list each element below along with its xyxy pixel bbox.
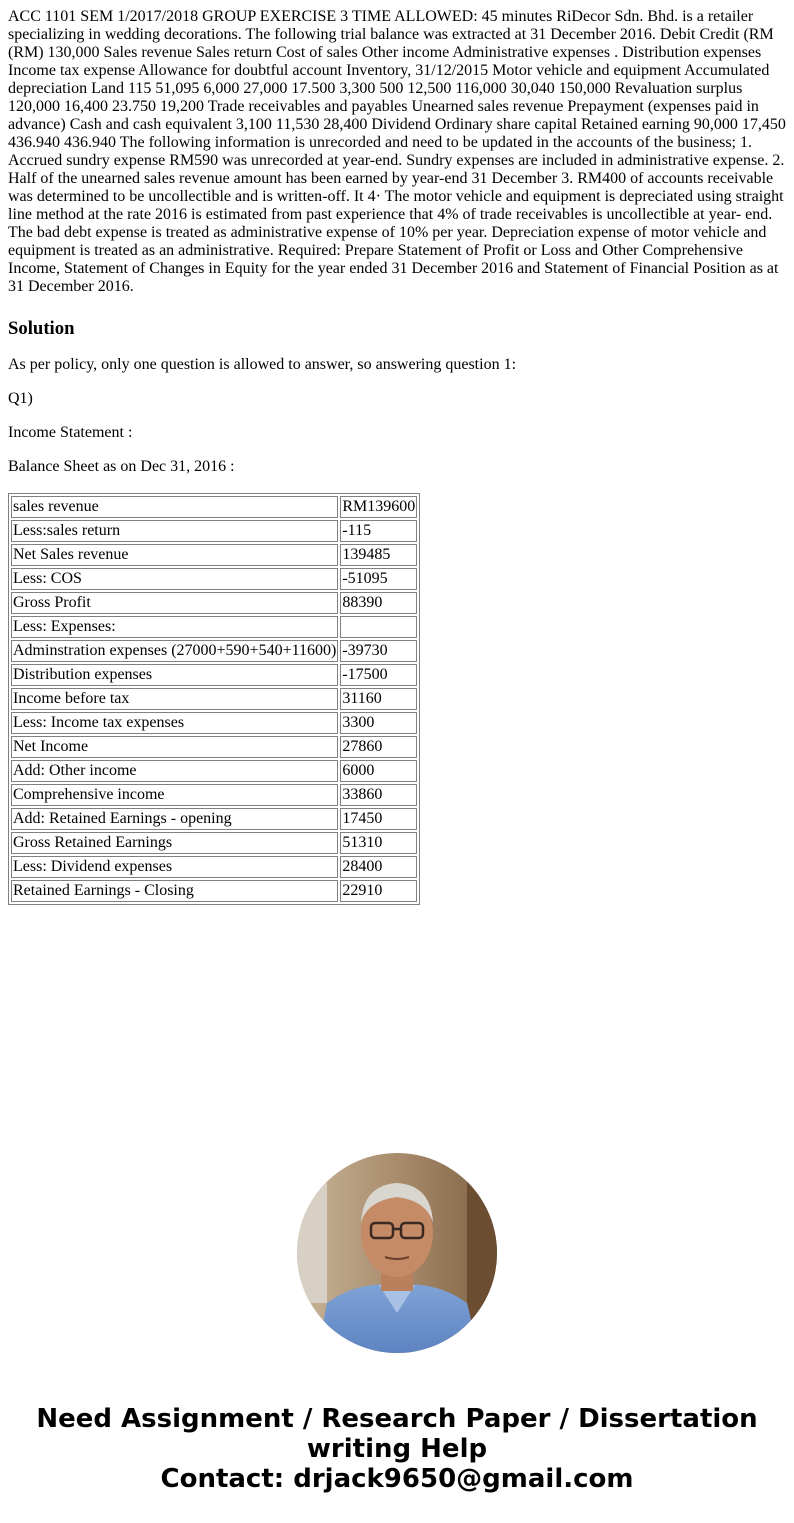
row-label: Income before tax: [11, 688, 338, 710]
row-value: -51095: [340, 568, 417, 590]
policy-note: As per policy, only one question is allowed to answer, so answering question 1:: [8, 356, 517, 373]
table-row: [11, 640, 417, 662]
table-row: [11, 808, 417, 830]
row-label: Gross Retained Earnings: [11, 832, 338, 854]
row-value: RM139600: [340, 496, 417, 518]
row-value: 17450: [340, 808, 417, 830]
row-value: 27860: [340, 736, 417, 758]
row-label: sales revenue: [11, 496, 338, 518]
document-body: [8, 8, 788, 905]
table-row: [11, 880, 417, 902]
row-label: Less: Income tax expenses: [11, 712, 338, 734]
footer-line-2: writing Help: [306, 1434, 488, 1464]
row-value: 31160: [340, 688, 417, 710]
row-value: 88390: [340, 592, 417, 614]
footer-line-1: Need Assignment / Research Paper / Dissertation: [36, 1404, 758, 1434]
question-label: Q1): [8, 390, 33, 407]
table-row: [11, 856, 417, 878]
table-row: [11, 616, 417, 638]
row-label: Retained Earnings - Closing: [11, 880, 338, 902]
table-row: [11, 520, 417, 542]
row-value: 22910: [340, 880, 417, 902]
row-label: Add: Retained Earnings - opening: [11, 808, 338, 830]
row-label: Less: COS: [11, 568, 338, 590]
row-value: -115: [340, 520, 417, 542]
footer-ad: [0, 1404, 794, 1494]
row-value: 28400: [340, 856, 417, 878]
row-value: -39730: [340, 640, 417, 662]
row-label: Add: Other income: [11, 760, 338, 782]
table-row: [11, 832, 417, 854]
row-label: Less: Expenses:: [11, 616, 338, 638]
income-statement-table: [8, 493, 420, 905]
row-label: Adminstration expenses (27000+590+540+11600): [11, 640, 338, 662]
row-label: Less: Dividend expenses: [11, 856, 338, 878]
table-row: [11, 736, 417, 758]
row-value: -17500: [340, 664, 417, 686]
income-statement-label: Income Statement :: [8, 424, 133, 441]
table-row: [11, 496, 417, 518]
table-row: [11, 784, 417, 806]
person-portrait-icon: [297, 1153, 497, 1353]
row-value: [340, 616, 417, 638]
table-row: [11, 712, 417, 734]
balance-sheet-label: Balance Sheet as on Dec 31, 2016 :: [8, 458, 235, 475]
row-label: Less:sales return: [11, 520, 338, 542]
row-label: Net Sales revenue: [11, 544, 338, 566]
table-row: [11, 592, 417, 614]
table-row: [11, 568, 417, 590]
row-value: 3300: [340, 712, 417, 734]
row-value: 139485: [340, 544, 417, 566]
row-label: Net Income: [11, 736, 338, 758]
row-label: Distribution expenses: [11, 664, 338, 686]
solution-heading: Solution: [8, 318, 75, 339]
table-row: [11, 688, 417, 710]
footer-contact: Contact: drjack9650@gmail.com: [160, 1464, 634, 1494]
table-row: [11, 760, 417, 782]
table-row: [11, 544, 417, 566]
row-label: Gross Profit: [11, 592, 338, 614]
row-value: 6000: [340, 760, 417, 782]
question-text: ACC 1101 SEM 1/2017/2018 GROUP EXERCISE 3 TIME ALLOWED: 45 minutes RiDecor Sdn. Bhd. is a retailer specializing in wedding decorations. The following trial balance was extracted at 31 December 2016. Debit Credit (RM (RM) 130,000 Sales revenue Sales return Cost of sales Other income Administrative expenses . Distribution expenses Income tax expense Allowance for doubtful account Inventory, 31/12/2015 Motor vehicle and equipment Accumulated depreciation Land 115 51,095 6,000 27,000 17.500 3,300 500 12,500 116,000 30,040 150,000 Revaluation surplus 120,000 16,400 23.750 19,200 Trade receivables and payables Unearned sales revenue Prepayment (expenses paid in advance) Cash and cash equivalent 3,100 11,530 28,400 Dividend Ordinary share capital Retained earning 90,000 17,450 436.940 436.940 The following information is unrecorded and need to be updated in the accounts of the business; 1. Accrued sundry expense RM590 was unrecorded at year-end. Sundry expenses are included in administrative expense. 2. Half of the unearned sales revenue amount has been earned by year-end 31 December 3. RM400 of accounts receivable was determined to be uncollectible and is written-off. It 4· The motor vehicle and equipment is depreciated using straight line method at the rate 2016 is estimated from past experience that 4% of trade receivables is uncollectible at year- end. The bad debt expense is treated as administrative expense of 10% per year. Depreciation expense of motor vehicle and equipment is treated as an administrative. Required: Prepare Statement of Profit or Loss and Other Comprehensive Income, Statement of Changes in Equity for the year ended 31 December 2016 and Statement of Financial Position as at 31 December 2016.: [8, 8, 786, 295]
table-row: [11, 664, 417, 686]
row-value: 33860: [340, 784, 417, 806]
author-avatar: [297, 1153, 497, 1353]
row-value: 51310: [340, 832, 417, 854]
row-label: Comprehensive income: [11, 784, 338, 806]
